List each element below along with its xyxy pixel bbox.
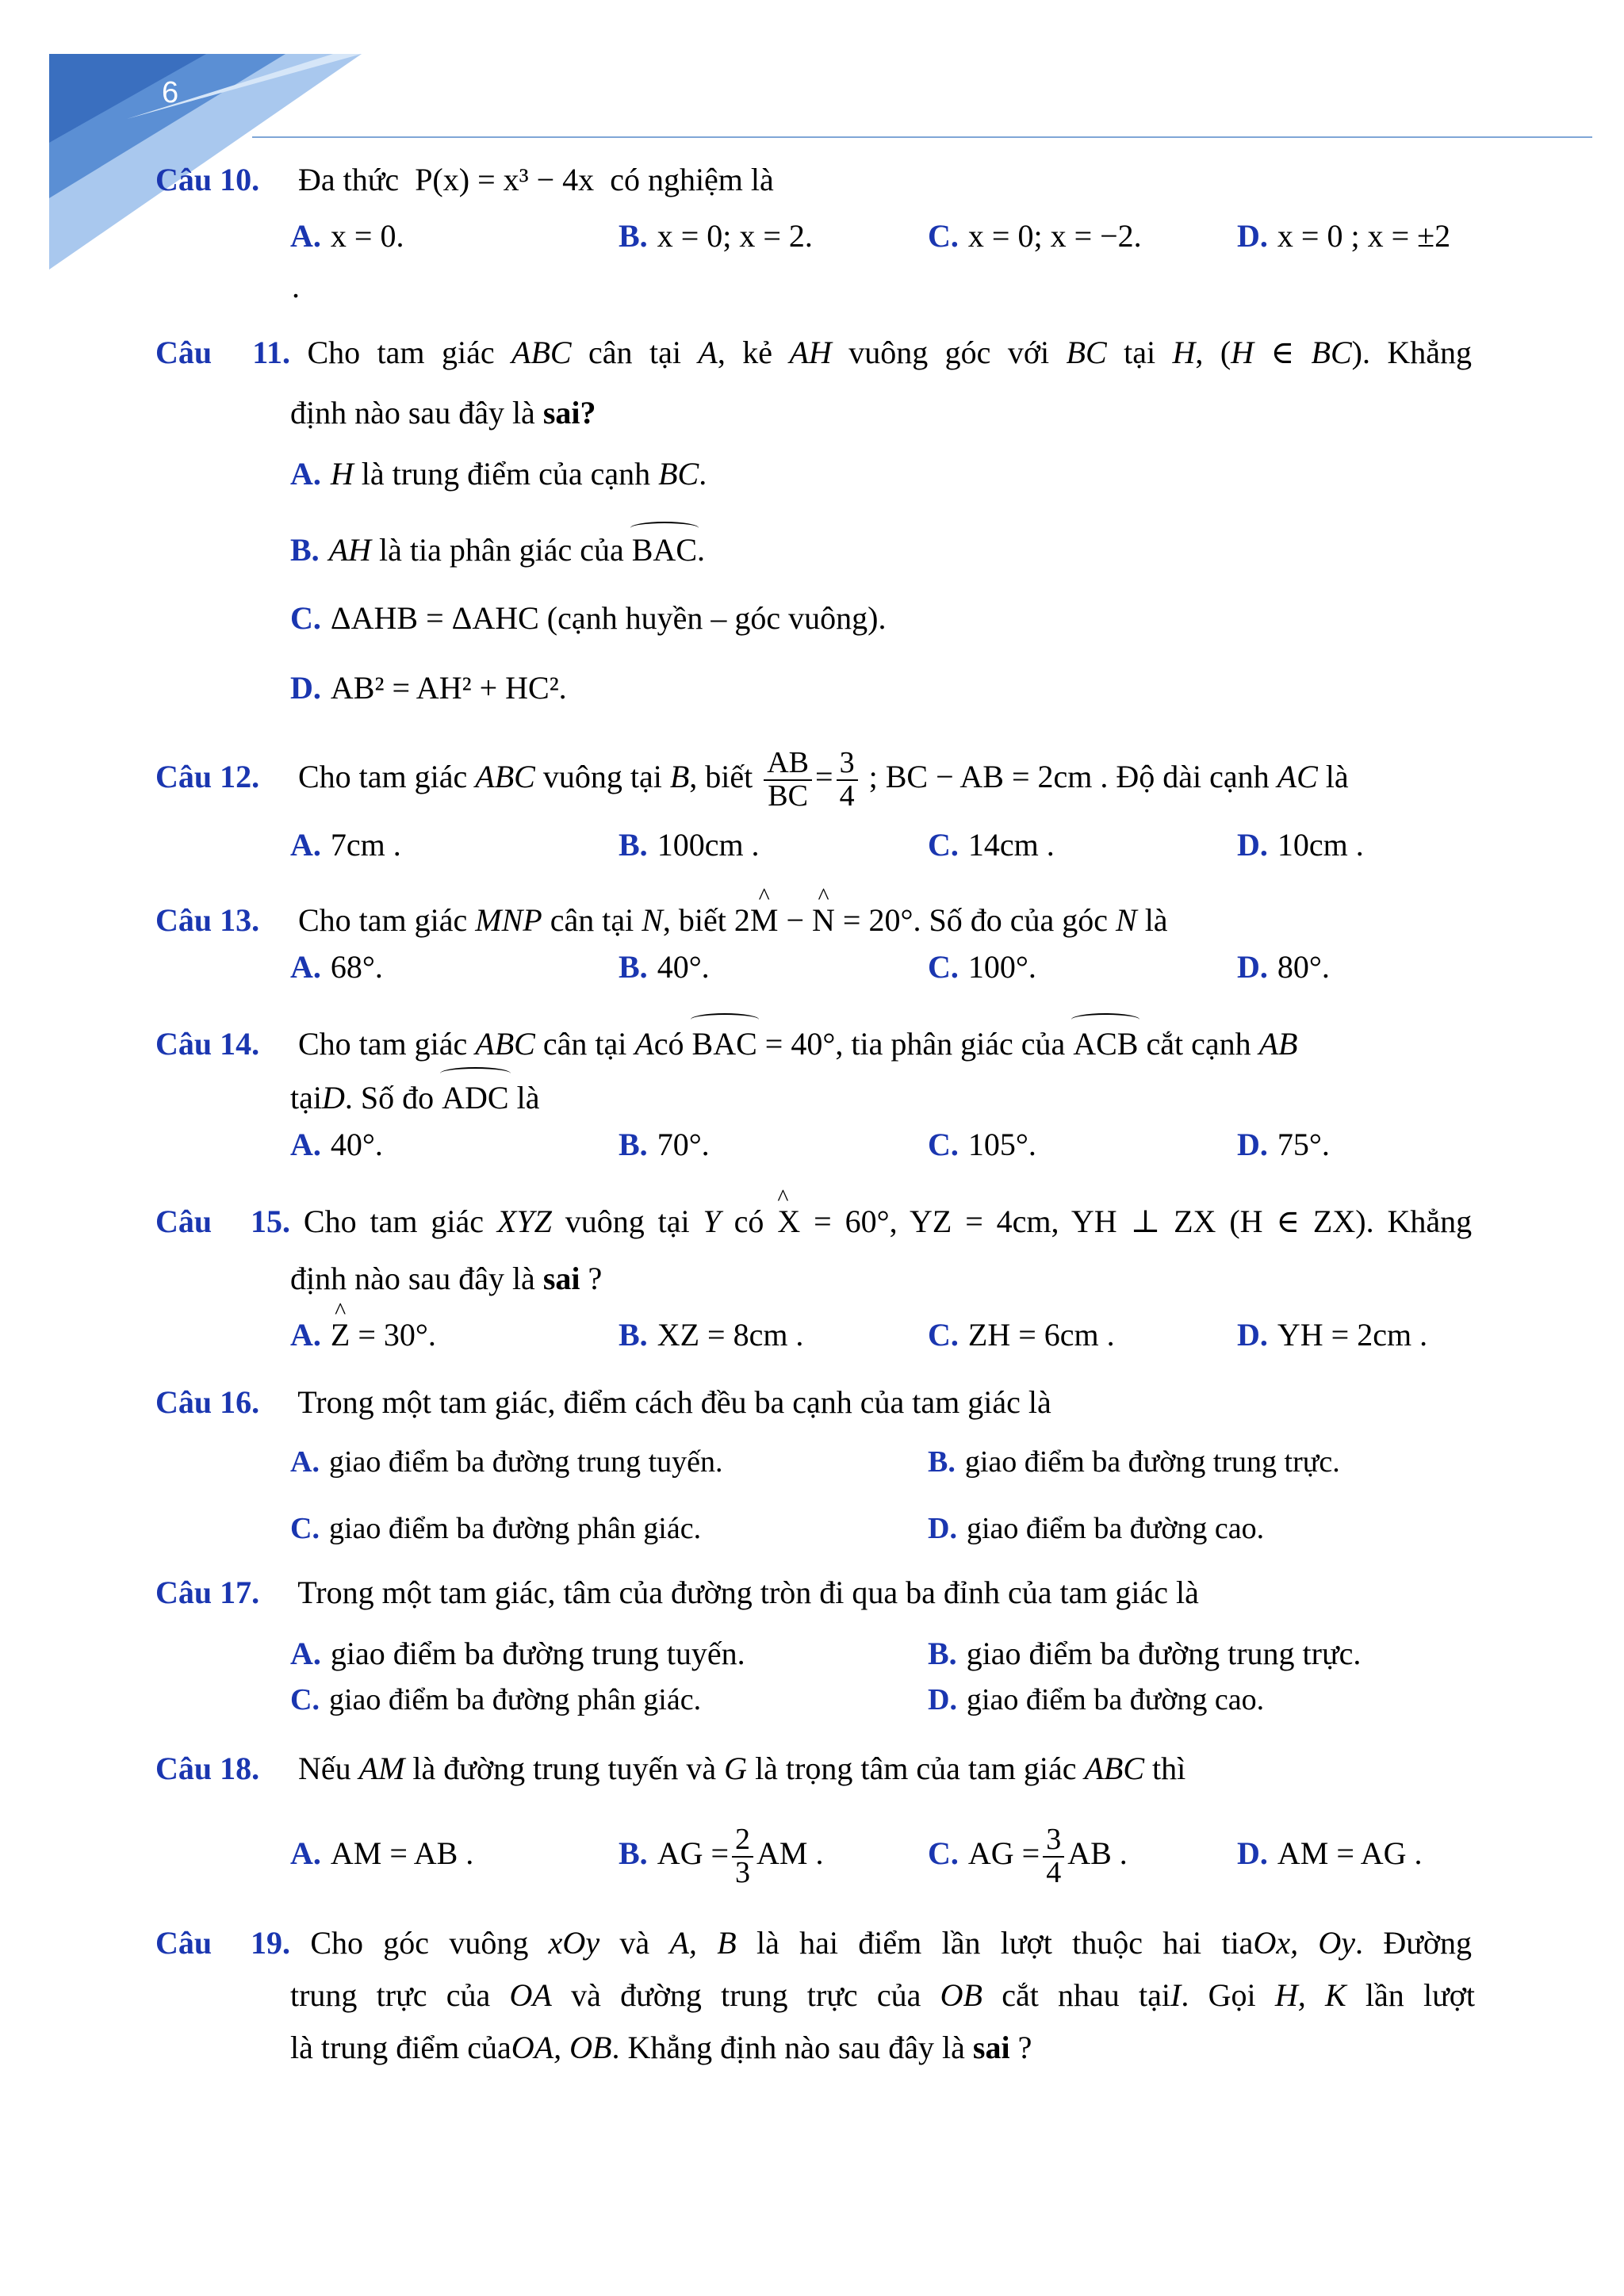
question-13 (155, 894, 1472, 947)
math-variable: H (330, 456, 354, 492)
math-text: = 60°, YZ = 4cm, YH ⊥ ZX (H ∈ ZX) (800, 1203, 1366, 1239)
question-text: trung trực của (290, 1977, 491, 2013)
question-text: ? (588, 1261, 603, 1296)
option-text: AB² = AH² + HC². (330, 670, 567, 706)
math-variable: I (1170, 1977, 1182, 2013)
option-text: ΔAHB = ΔAHC (cạnh huyền – góc vuông). (330, 600, 887, 636)
question-text: định nào sau đây là (290, 1261, 535, 1296)
option-label: B. (928, 1445, 956, 1479)
option-label: B. (928, 1636, 957, 1671)
question-number: Câu 11. (155, 335, 290, 370)
option-d[interactable] (1237, 1311, 1427, 1359)
option-label: A. (290, 827, 321, 863)
math-variable: N (1116, 902, 1137, 938)
question-text: . Số đo (344, 1080, 435, 1115)
question-19 (155, 1917, 1472, 1969)
option-text: x = 0. (330, 218, 404, 254)
option-label: A. (290, 1317, 321, 1353)
math-variable: Y (703, 1203, 721, 1239)
option-label: D. (1237, 949, 1268, 985)
question-text: Đa thức (298, 162, 400, 197)
option-label: B. (619, 827, 648, 863)
option-a[interactable] (290, 212, 404, 260)
math-variable: AB (1258, 1026, 1298, 1062)
numerator: 3 (837, 748, 858, 781)
question-16 (155, 1376, 1472, 1429)
question-text: ; BC − AB = 2cm . Độ dài cạnh (868, 759, 1270, 794)
question-number: Câu 14. (155, 1026, 260, 1062)
math-variable: OA (509, 1977, 552, 2013)
page-number: 6 (162, 76, 179, 109)
option-text: 75°. (1277, 1127, 1330, 1162)
denominator: 4 (1046, 1855, 1062, 1889)
option-d[interactable] (290, 664, 567, 712)
option-text: giao điểm ba đường trung tuyến. (330, 1636, 745, 1671)
option-d[interactable] (1237, 821, 1364, 869)
question-number: Câu 12. (155, 759, 260, 794)
math-variable: H, K (1274, 1977, 1346, 2013)
option-text: x = 0 ; x = ±2 (1277, 218, 1451, 254)
math-variable: XYZ (496, 1203, 552, 1239)
math-variable: ABC (475, 759, 535, 794)
angle-symbol: ^ M (750, 894, 779, 947)
option-text: giao điểm ba đường cao. (966, 1683, 1265, 1716)
denominator: 3 (735, 1855, 751, 1889)
question-text: , tia phân giác của (835, 1026, 1066, 1062)
math-variable: A, B (669, 1925, 737, 1961)
question-18 (155, 1743, 1472, 1795)
option-label: A. (290, 1835, 321, 1871)
option-label: B. (290, 532, 320, 568)
option-text: 100°. (967, 949, 1036, 985)
question-text: lần lượt (1365, 1977, 1476, 2013)
option-a[interactable] (290, 450, 707, 498)
math-variable: ABC (1084, 1751, 1144, 1786)
question-11 (155, 327, 1472, 379)
option-text: 68°. (330, 949, 383, 985)
option-d[interactable] (1237, 943, 1330, 991)
math-variable: D (321, 1080, 345, 1115)
angle-symbol: ^ X (777, 1196, 800, 1248)
option-text: giao điểm ba đường cao. (966, 1512, 1265, 1545)
option-c[interactable] (928, 1121, 1036, 1169)
question-number: Câu 18. (155, 1751, 260, 1786)
math-variable: AC (1277, 759, 1318, 794)
option-text: = 30°. (358, 1317, 436, 1353)
question-text: ). Khẳng (1351, 335, 1473, 370)
option-d[interactable] (1237, 1822, 1422, 1885)
angle-symbol: BAC (692, 1018, 757, 1070)
question-10 (155, 154, 1472, 206)
option-text: x = 0; x = 2. (657, 218, 813, 254)
numerator: AB (764, 748, 812, 781)
math-variable: H (1172, 335, 1196, 370)
option-b[interactable] (928, 1630, 1361, 1678)
option-label: D. (928, 1512, 957, 1545)
question-text: ? (1017, 2030, 1032, 2065)
option-label: C. (928, 1317, 959, 1353)
equals-sign: = (815, 759, 833, 794)
question-17 (155, 1567, 1472, 1619)
option-label: C. (928, 949, 959, 985)
question-text: . Khẳng định nào sau đây là (611, 2030, 965, 2065)
math-variable: BC (1066, 335, 1107, 370)
question-text: định nào sau đây là (290, 395, 535, 430)
math-variable: Ox, Oy (1253, 1925, 1356, 1961)
question-text: cân tại (588, 335, 681, 370)
option-text: . (699, 456, 707, 492)
math-text: − (778, 902, 813, 938)
fraction (764, 745, 812, 813)
option-a[interactable] (290, 1438, 723, 1486)
emphasis-text: sai? (542, 395, 596, 430)
option-text: 70°. (657, 1127, 710, 1162)
math-variable: A (634, 1026, 654, 1062)
option-text: AM = AG . (1277, 1835, 1423, 1871)
question-number: Câu 10. (155, 162, 260, 197)
option-label: B. (619, 218, 648, 254)
option-c[interactable] (928, 212, 1142, 260)
math-variable: OA, OB (511, 2030, 612, 2065)
angle-symbol: ^ Z (331, 1311, 350, 1359)
option-text: giao điểm ba đường phân giác. (328, 1683, 702, 1716)
math-text: = 20° (834, 902, 914, 938)
option-text: giao điểm ba đường trung tuyến. (328, 1445, 723, 1479)
question-19-line2 (290, 1969, 1475, 2022)
option-c[interactable] (928, 943, 1036, 991)
option-b[interactable] (619, 1822, 823, 1889)
option-text: giao điểm ba đường phân giác. (328, 1512, 702, 1545)
emphasis-text: sai (542, 1261, 580, 1296)
option-label: B. (619, 949, 648, 985)
math-text: 2 (733, 902, 750, 938)
option-label: A. (290, 218, 321, 254)
math-text: = 40° (764, 1026, 836, 1062)
question-text: có (733, 1203, 764, 1239)
option-label: A. (290, 949, 321, 985)
angle-symbol: ^ N (812, 894, 835, 947)
option-text: AG = (657, 1835, 730, 1871)
option-label: D. (1237, 218, 1268, 254)
option-label: D. (1237, 1835, 1268, 1871)
question-text: vuông góc với (848, 335, 1050, 370)
option-b[interactable] (290, 526, 705, 574)
option-a[interactable] (290, 1630, 745, 1678)
question-text: và (619, 1925, 650, 1961)
option-label: B. (619, 1835, 648, 1871)
option-label: C. (928, 218, 959, 254)
question-text: . Khẳng (1365, 1203, 1473, 1239)
question-11-line2 (290, 387, 1475, 439)
option-text: XZ = 8cm . (657, 1317, 804, 1353)
question-15-line2 (290, 1253, 1475, 1305)
option-b[interactable] (619, 1121, 710, 1169)
option-text: giao điểm ba đường trung trực. (966, 1636, 1362, 1671)
option-c[interactable] (290, 1676, 701, 1724)
option-label: A. (290, 1127, 321, 1162)
question-15 (155, 1196, 1472, 1248)
math-expression: P(x) = x³ − 4x (415, 162, 595, 197)
option-b[interactable] (619, 821, 760, 869)
question-text: Trong một tam giác, điểm cách đều ba cạnh của tam giác là (297, 1384, 1051, 1420)
option-text: 40°. (657, 949, 710, 985)
question-text: cân tại (542, 1026, 627, 1062)
question-text: vuông tại (542, 759, 662, 794)
option-text: AM . (756, 1835, 824, 1871)
option-label: D. (290, 670, 321, 706)
question-number: Câu 13. (155, 902, 260, 938)
math-variable: xOy (548, 1925, 600, 1961)
math-variable: A (698, 335, 718, 370)
question-text: là (1144, 902, 1168, 938)
option-text: 100cm . (657, 827, 760, 863)
stray-period: . (292, 269, 300, 304)
question-text: . Gọi (1181, 1977, 1256, 2013)
question-12 (155, 745, 1472, 813)
question-text: . Đường (1355, 1925, 1473, 1961)
option-text: 10cm . (1277, 827, 1364, 863)
question-number: Câu 15. (155, 1203, 290, 1239)
question-text: tại (1124, 335, 1156, 370)
option-label: C. (928, 827, 959, 863)
option-label: D. (1237, 827, 1268, 863)
question-text: tại (290, 1080, 322, 1115)
option-label: C. (928, 1835, 959, 1871)
question-text: Cho tam giác (298, 902, 468, 938)
option-c[interactable] (928, 1311, 1115, 1359)
question-number: Câu 16. (155, 1384, 260, 1420)
option-a[interactable] (290, 1121, 383, 1169)
option-text: là tia phân giác của (379, 532, 624, 568)
question-text: là hai điểm lần lượt thuộc hai tia (756, 1925, 1254, 1961)
question-text: thì (1152, 1751, 1186, 1786)
option-b[interactable] (928, 1438, 1340, 1486)
option-a[interactable] (290, 1822, 473, 1885)
option-text: AM = AB . (330, 1835, 474, 1871)
option-d[interactable] (1237, 212, 1450, 260)
option-d[interactable] (1237, 1121, 1330, 1169)
option-label: A. (290, 1445, 320, 1479)
option-c[interactable] (928, 1822, 1128, 1889)
math-variable: AH (328, 532, 372, 568)
option-text: AG = (967, 1835, 1040, 1871)
option-label: C. (928, 1127, 959, 1162)
math-variable: BC (658, 456, 699, 492)
question-text: , biết (662, 902, 726, 938)
question-text: Cho tam giác (298, 1026, 468, 1062)
math-variable: MNP (475, 902, 542, 938)
option-text: AB . (1067, 1835, 1128, 1871)
option-label: C. (290, 1512, 320, 1545)
option-label: B. (619, 1317, 648, 1353)
math-variable: H ∈ BC (1231, 335, 1352, 370)
question-14-line2 (290, 1072, 1475, 1124)
math-variable: AH (789, 335, 832, 370)
angle-symbol: ACB (1073, 1018, 1138, 1070)
denominator: 4 (839, 779, 855, 813)
question-text: cắt nhau tại (1002, 1977, 1171, 2013)
option-label: C. (290, 600, 321, 636)
option-b[interactable] (619, 212, 813, 260)
question-text: , ( (1195, 335, 1231, 370)
math-variable: ABC (475, 1026, 535, 1062)
question-text: Cho tam giác (303, 1203, 484, 1239)
question-text: là (1325, 759, 1349, 794)
angle-symbol: ADC (442, 1072, 508, 1124)
option-c[interactable] (290, 1505, 701, 1552)
option-a[interactable] (290, 943, 383, 991)
option-b[interactable] (619, 1311, 803, 1359)
option-d[interactable] (928, 1676, 1264, 1724)
question-text: có (653, 1026, 684, 1062)
question-text: Nếu (298, 1751, 351, 1786)
fraction (1043, 1824, 1064, 1889)
option-label: A. (290, 456, 321, 492)
question-text: cân tại (550, 902, 634, 938)
question-text: là (516, 1080, 540, 1115)
question-19-line3 (290, 2022, 1475, 2074)
option-text: giao điểm ba đường trung trực. (964, 1445, 1340, 1479)
option-label: D. (928, 1683, 957, 1716)
option-text: là trung điểm của cạnh (361, 456, 651, 492)
option-a[interactable] (290, 821, 401, 869)
question-text: có nghiệm là (610, 162, 774, 197)
math-variable: ABC (511, 335, 572, 370)
option-text: ZH = 6cm . (967, 1317, 1115, 1353)
math-variable: N (642, 902, 663, 938)
option-text: 40°. (330, 1127, 383, 1162)
numerator: 2 (732, 1824, 753, 1858)
question-text: vuông tại (565, 1203, 690, 1239)
option-text: 80°. (1277, 949, 1330, 985)
option-c[interactable] (928, 821, 1055, 869)
question-text: là đường trung tuyến và (412, 1751, 717, 1786)
option-text: 105°. (967, 1127, 1036, 1162)
option-text: YH = 2cm . (1277, 1317, 1428, 1353)
option-label: A. (290, 1636, 321, 1671)
option-label: B. (619, 1127, 648, 1162)
question-text: , kẻ (717, 335, 772, 370)
option-d[interactable] (928, 1505, 1264, 1552)
option-c[interactable] (290, 595, 886, 642)
math-variable: B (669, 759, 690, 794)
math-variable: OB (940, 1977, 982, 2013)
question-text: Trong một tam giác, tâm của đường tròn đi qua ba đỉnh của tam giác là (297, 1575, 1199, 1610)
option-text: . (697, 532, 705, 568)
question-text: . Số đo của góc (913, 902, 1108, 938)
denominator: BC (768, 779, 808, 813)
emphasis-text: sai (972, 2030, 1010, 2065)
question-text: là trung điểm của (290, 2030, 511, 2065)
math-variable: AM (358, 1751, 405, 1786)
question-number: Câu 19. (155, 1925, 290, 1961)
question-text: là trọng tâm của tam giác (755, 1751, 1077, 1786)
option-text: 14cm . (967, 827, 1055, 863)
option-a[interactable] (290, 1311, 436, 1359)
question-text: và đường trung trực của (571, 1977, 921, 2013)
question-text: cắt cạnh (1146, 1026, 1251, 1062)
fraction (732, 1824, 753, 1889)
question-text: , biết (689, 759, 753, 794)
option-label: C. (290, 1683, 320, 1716)
math-variable: G (724, 1751, 748, 1786)
option-text: x = 0; x = −2. (967, 218, 1142, 254)
question-text: Cho góc vuông (310, 1925, 529, 1961)
option-text: 7cm . (330, 827, 401, 863)
option-b[interactable] (619, 943, 710, 991)
question-text: Cho tam giác (298, 759, 468, 794)
fraction (837, 745, 858, 813)
question-14 (155, 1018, 1472, 1070)
option-label: D. (1237, 1127, 1268, 1162)
option-label: D. (1237, 1317, 1268, 1353)
question-number: Câu 17. (155, 1575, 260, 1610)
numerator: 3 (1043, 1824, 1064, 1858)
question-text: Cho tam giác (307, 335, 495, 370)
angle-symbol: BAC (632, 526, 697, 574)
header-rule (252, 136, 1592, 138)
